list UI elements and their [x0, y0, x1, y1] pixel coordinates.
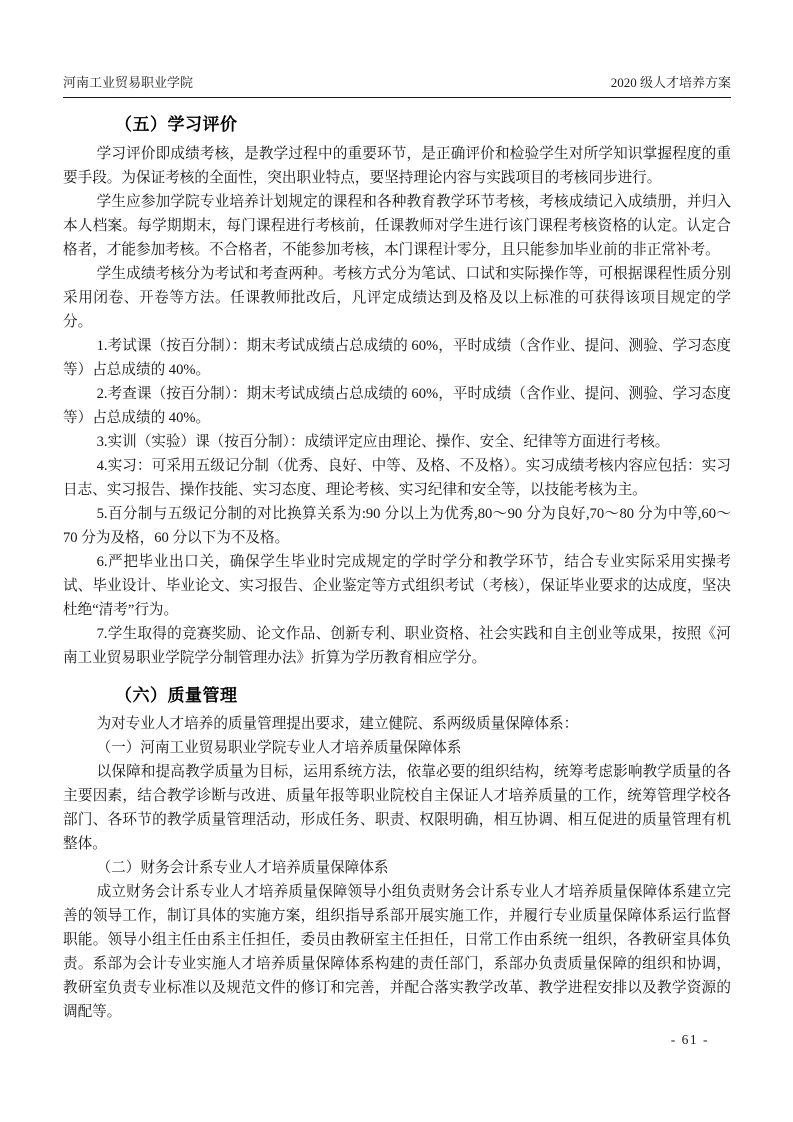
paragraph-quality-intro: 为对专业人才培养的质量管理提出要求，建立健院、系两级质量保障体系： — [96, 716, 579, 732]
list-item-credit-conversion: 7.学生取得的竞赛奖励、论文作品、创新专利、职业资格、社会实践和自主创业等成果，按照《河南工业贸易职业学院学分制管理办法》折算为学历教育相应学分。 — [63, 626, 731, 666]
list-item-assessment-course: 2.考查课（按百分制）：期末考试成绩占总成绩的 60%，平时成绩（含作业、提问、测验、学习态度等）占总成绩的 40%。 — [63, 386, 731, 426]
list-item-grade-conversion: 5.百分制与五级记分制的对比换算关系为:90 分以上为优秀,80～90 分为良好,70～80 分为中等,60～70 分为及格，60 分以下为不及格。 — [63, 506, 731, 546]
section-heading-quality-management: （六）质量管理 — [115, 686, 238, 705]
paragraph-eval-methods: 学生成绩考核分为考试和考查两种。考核方式分为笔试、口试和实际操作等，可根据课程性质分别采用闭卷、开卷等方法。任课教师批改后，凡评定成绩达到及格及以上标准的可获得该项目规定的学分。 — [63, 266, 731, 330]
list-item-practical-course: 3.实训（实验）课（按百分制）：成绩评定应由理论、操作、安全、纪律等方面进行考核。 — [96, 434, 670, 450]
paragraph-department-quality-system: 成立财务会计系专业人才培养质量保障领导小组负责财务会计系专业人才培养质量保障体系建立完善的领导工作，制订具体的实施方案，组织指导系部开展实施工作，并履行专业质量保障体系运行监督职能。领导小组主任由系主任担任，委员由教研室主任担任，日常工作由系统一组织，各教研室具体负责。系部为会计专业实施人才培养质量保障体系构建的责任部门，系部办负责质量保障的组织和协调，教研室负责专业标准以及规范文件的修订和完善，并配合落实教学改革、教学进程安排以及教学资源的调配等。 — [63, 884, 731, 1020]
list-item-graduation-gate: 6.严把毕业出口关，确保学生毕业时完成规定的学时学分和教学环节，结合专业实际采用实操考试、毕业设计、毕业论文、实习报告、企业鉴定等方式组织考试（考核），保证毕业要求的达成度，坚决杜绝“清考”行为。 — [63, 554, 731, 618]
section-quality-management — [63, 681, 731, 1024]
subheading-department-quality-system: （二）财务会计系专业人才培养质量保障体系 — [96, 860, 389, 876]
subheading-college-quality-system: （一）河南工业贸易职业学院专业人才培养质量保障体系 — [96, 740, 462, 756]
section-learning-evaluation — [63, 110, 731, 670]
page-header — [63, 72, 731, 98]
header-doc-title: 2020 级人才培养方案 — [610, 75, 731, 90]
list-item-internship: 4.实习：可采用五级记分制（优秀、良好、中等、及格、不及格）。实习成绩考核内容应包括：实习日志、实习报告、操作技能、实习态度、理论考核、实习纪律和安全等，以技能考核为主。 — [63, 458, 731, 498]
paragraph-eval-qualification: 学生应参加学院专业培养计划规定的课程和各种教育教学环节考核，考核成绩记入成绩册，并归入本人档案。每学期期末，每门课程进行考核前，任课教师对学生进行该门课程考核资格的认定。认定合格者，才能参加考核。不合格者，不能参加考核，本门课程计零分，且只能参加毕业前的非正常补考。 — [63, 194, 731, 258]
page-number: - 61 - — [670, 1032, 709, 1047]
paragraph-eval-intro: 学习评价即成绩考核，是教学过程中的重要环节，是正确评价和检验学生对所学知识掌握程度的重要手段。为保证考核的全面性，突出职业特点，要坚持理论内容与实践项目的考核同步进行。 — [63, 146, 731, 186]
paragraph-college-quality-system: 以保障和提高教学质量为目标，运用系统方法，依靠必要的组织结构，统筹考虑影响教学质量的各主要因素，结合教学诊断与改进、质量年报等职业院校自主保证人才培养质量的工作，统筹管理学校各部门、各环节的教学质量管理活动，形成任务、职责、权限明确，相互协调、相互促进的质量管理有机整体。 — [63, 764, 731, 852]
section-heading-learning-evaluation: （五）学习评价 — [115, 115, 238, 134]
header-school-name: 河南工业贸易职业学院 — [63, 75, 194, 90]
list-item-exam-course: 1.考试课（按百分制）：期末考试成绩占总成绩的 60%，平时成绩（含作业、提问、测验、学习态度等）占总成绩的 40%。 — [63, 338, 731, 378]
